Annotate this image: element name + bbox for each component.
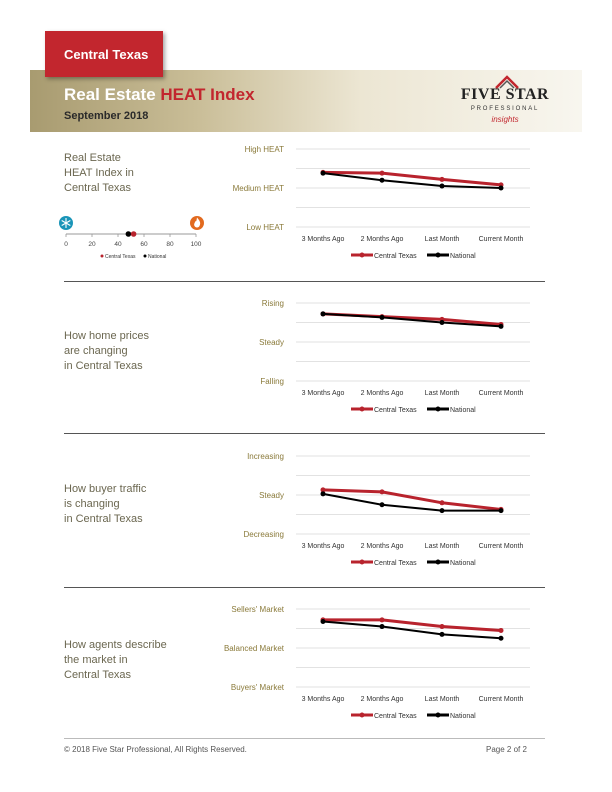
gauge-tick-label-3: 60	[140, 241, 148, 248]
point-national-2	[440, 508, 445, 513]
x-tick-label-2: Last Month	[424, 543, 460, 550]
agent-market-chart	[0, 595, 612, 745]
x-tick-label-1: 2 Months Ago	[360, 236, 404, 243]
legend-label-national: National	[450, 713, 476, 720]
section-2-line-1: How home prices	[64, 330, 149, 342]
section-1-line-2: HEAT Index in	[64, 167, 134, 179]
point-national-0	[321, 171, 326, 176]
heat-index-chart	[0, 135, 612, 285]
point-central-texas-1	[380, 617, 385, 622]
section-3-line-1: How buyer traffic	[64, 483, 147, 495]
legend-marker-national	[436, 253, 441, 258]
point-national-3	[499, 186, 504, 191]
legend-label-national: National	[450, 560, 476, 567]
legend-marker-national	[436, 560, 441, 565]
x-tick-label-3: Current Month	[478, 236, 524, 243]
title-part2: HEAT Index	[160, 85, 255, 104]
legend-marker-central-texas	[360, 407, 365, 412]
section-4-line-2: the market in	[64, 654, 128, 666]
y-tick-label-2: Low HEAT	[246, 223, 284, 232]
page-number: Page 2 of 2	[486, 745, 527, 754]
section-2-line-2: are changing	[64, 345, 128, 357]
section-1-line-1: Real Estate	[64, 152, 121, 164]
x-tick-label-2: Last Month	[424, 696, 460, 703]
gauge-tick-label-0: 0	[64, 241, 68, 248]
legend-marker-national	[436, 407, 441, 412]
point-national-0	[321, 491, 326, 496]
section-3-line-2: is changing	[64, 498, 120, 510]
y-tick-label-2: Falling	[260, 377, 284, 386]
section-3-line-3: in Central Texas	[64, 513, 143, 525]
x-tick-label-0: 3 Months Ago	[301, 543, 345, 550]
y-tick-label-1: Balanced Market	[223, 644, 284, 653]
gauge-legend-central-texas: Central Texas	[105, 254, 136, 260]
section-4-line-1: How agents describe	[64, 639, 167, 651]
y-tick-label-2: Buyers' Market	[230, 683, 284, 692]
point-central-texas-3	[499, 628, 504, 633]
point-national-1	[380, 502, 385, 507]
x-tick-label-2: Last Month	[424, 236, 460, 243]
point-central-texas-2	[440, 500, 445, 505]
point-national-3	[499, 636, 504, 641]
x-tick-label-0: 3 Months Ago	[301, 236, 345, 243]
legend-label-central-texas: Central Texas	[374, 253, 417, 260]
y-tick-label-0: High HEAT	[244, 145, 284, 154]
section-4-line-3: Central Texas	[64, 669, 132, 681]
x-tick-label-3: Current Month	[478, 696, 524, 703]
point-national-0	[321, 311, 326, 316]
gauge-tick-label-1: 20	[88, 241, 96, 248]
logo-insights-text: insights	[491, 115, 519, 124]
copyright-text: © 2018 Five Star Professional, All Rights Reserved.	[64, 745, 247, 754]
gauge-tick-label-4: 80	[166, 241, 174, 248]
x-tick-label-1: 2 Months Ago	[360, 543, 404, 550]
x-tick-label-3: Current Month	[478, 543, 524, 550]
buyer-traffic-chart	[0, 442, 612, 592]
series-line-national	[323, 314, 501, 326]
y-tick-label-1: Steady	[259, 491, 284, 500]
x-tick-label-0: 3 Months Ago	[301, 390, 345, 397]
point-national-3	[499, 324, 504, 329]
x-tick-label-1: 2 Months Ago	[360, 696, 404, 703]
report-date: September 2018	[64, 110, 149, 122]
gauge-legend-national: National	[148, 254, 167, 260]
five-star-logo	[460, 72, 550, 132]
legend-marker-central-texas	[360, 713, 365, 718]
y-tick-label-0: Rising	[261, 299, 284, 308]
point-national-2	[440, 632, 445, 637]
y-tick-label-0: Sellers' Market	[231, 605, 284, 614]
region-tab	[45, 31, 163, 77]
point-national-1	[380, 315, 385, 320]
footer-divider	[64, 738, 545, 739]
title-part1: Real Estate	[64, 85, 156, 104]
legend-label-national: National	[450, 407, 476, 414]
gauge-tick-label-5: 100	[190, 241, 202, 248]
legend-marker-national	[436, 713, 441, 718]
point-central-texas-2	[440, 624, 445, 629]
y-tick-label-1: Medium HEAT	[232, 184, 284, 193]
point-national-2	[440, 320, 445, 325]
legend-marker-central-texas	[360, 560, 365, 565]
point-central-texas-1	[380, 489, 385, 494]
point-national-0	[321, 619, 326, 624]
point-central-texas-1	[380, 171, 385, 176]
page-title	[64, 85, 255, 105]
legend-label-central-texas: Central Texas	[374, 560, 417, 567]
x-tick-label-0: 3 Months Ago	[301, 696, 345, 703]
section-1-line-3: Central Texas	[64, 182, 132, 194]
gauge-tick-label-2: 40	[114, 241, 122, 248]
y-tick-label-0: Increasing	[247, 452, 284, 461]
y-tick-label-2: Decreasing	[243, 530, 284, 539]
region-tab-label: Central Texas	[64, 46, 149, 62]
point-national-3	[499, 508, 504, 513]
point-national-2	[440, 184, 445, 189]
logo-sub-text: PROFESSIONAL	[470, 106, 540, 112]
home-prices-chart	[0, 289, 612, 439]
x-tick-label-1: 2 Months Ago	[360, 390, 404, 397]
legend-label-central-texas: Central Texas	[374, 713, 417, 720]
legend-label-central-texas: Central Texas	[374, 407, 417, 414]
y-tick-label-1: Steady	[259, 338, 284, 347]
section-2-line-3: in Central Texas	[64, 360, 143, 372]
point-national-1	[380, 178, 385, 183]
legend-label-national: National	[450, 253, 476, 260]
legend-marker-central-texas	[360, 253, 365, 258]
logo-main-text: FIVE STAR	[460, 86, 550, 103]
x-tick-label-3: Current Month	[478, 390, 524, 397]
x-tick-label-2: Last Month	[424, 390, 460, 397]
point-national-1	[380, 624, 385, 629]
point-central-texas-2	[440, 177, 445, 182]
